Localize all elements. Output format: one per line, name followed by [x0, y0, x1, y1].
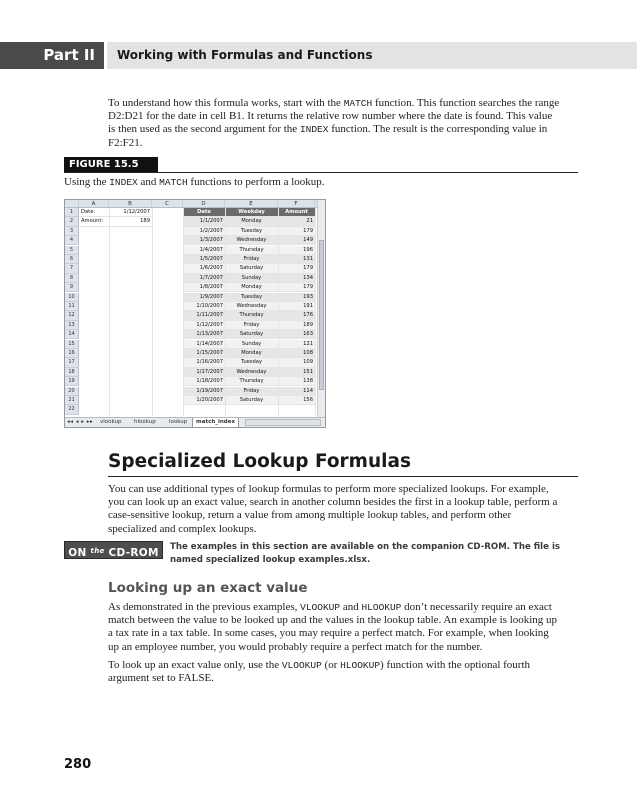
table-cell[interactable]: Friday — [225, 387, 278, 396]
gridline — [183, 208, 184, 416]
table-cell[interactable]: 193 — [278, 293, 315, 302]
table-cell[interactable]: Tuesday — [225, 227, 278, 236]
part-label: Part II — [0, 42, 104, 69]
spreadsheet-screenshot — [64, 199, 326, 428]
page-number: 280 — [64, 757, 92, 772]
table-cell[interactable]: Sunday — [225, 274, 278, 283]
cdrom-on: ON — [68, 547, 87, 559]
sheet-tab-vlookup[interactable]: vlookup — [100, 419, 122, 425]
table-cell[interactable]: 1/15/2007 — [183, 349, 225, 358]
table-cell[interactable]: Monday — [225, 217, 278, 226]
intro-paragraph: To understand how this formula works, start with the MATCH function. This function searches the range D2:D21 for the date in cell B1. It returns the relative row number where the date is found. This value is then used as the second argument for the INDEX function. The result is the corresponding value in F2:F21. — [108, 97, 560, 149]
row-header[interactable]: 22 — [65, 405, 79, 414]
row-header[interactable]: 16 — [65, 349, 79, 358]
table-cell[interactable]: 1/17/2007 — [183, 368, 225, 377]
table-cell[interactable]: Wednesday — [225, 368, 278, 377]
gridline — [109, 208, 110, 416]
table-cell[interactable]: 1/8/2007 — [183, 283, 225, 292]
table-cell[interactable]: 114 — [278, 387, 315, 396]
chapter-title: Working with Formulas and Functions — [117, 48, 373, 62]
table-cell[interactable]: Thursday — [225, 311, 278, 320]
table-header-cell[interactable]: Date — [183, 208, 225, 217]
column-header[interactable]: F — [278, 200, 315, 208]
table-cell[interactable]: 1/12/2007 — [183, 321, 225, 330]
table-cell[interactable]: 196 — [278, 246, 315, 255]
column-header[interactable]: E — [225, 200, 278, 208]
table-cell[interactable]: Wednesday — [225, 302, 278, 311]
row-header[interactable]: 3 — [65, 227, 79, 236]
table-cell[interactable]: 1/19/2007 — [183, 387, 225, 396]
table-header-cell[interactable]: Weekday — [225, 208, 278, 217]
table-cell[interactable]: 156 — [278, 396, 315, 405]
table-cell[interactable]: 1/20/2007 — [183, 396, 225, 405]
figure-caption: Using the INDEX and MATCH functions to perform a lookup. — [64, 176, 325, 188]
table-cell[interactable]: 1/4/2007 — [183, 246, 225, 255]
table-cell[interactable]: Monday — [225, 283, 278, 292]
table-cell[interactable]: 179 — [278, 283, 315, 292]
table-cell[interactable]: 1/13/2007 — [183, 330, 225, 339]
column-header[interactable]: D — [183, 200, 225, 208]
table-cell[interactable]: 1/5/2007 — [183, 255, 225, 264]
figure-rule — [64, 172, 578, 173]
table-cell[interactable]: 1/11/2007 — [183, 311, 225, 320]
sheet-tabs — [65, 417, 325, 427]
table-cell[interactable]: 109 — [278, 358, 315, 367]
gridline — [152, 208, 153, 416]
cell-b1[interactable]: 1/12/2007 — [109, 208, 152, 217]
table-cell[interactable]: Thursday — [225, 377, 278, 386]
cdrom-label: CD-ROM — [108, 547, 159, 559]
table-cell[interactable]: 179 — [278, 264, 315, 273]
scroll-thumb[interactable] — [319, 240, 324, 390]
cell-a1[interactable]: Date: — [79, 208, 109, 217]
table-cell[interactable]: Friday — [225, 321, 278, 330]
table-cell[interactable]: 1/6/2007 — [183, 264, 225, 273]
tab-navigation[interactable]: ◂◂ ◂ ▸ ▸▸ — [67, 419, 94, 425]
table-cell[interactable]: Sunday — [225, 340, 278, 349]
row-header[interactable]: 17 — [65, 358, 79, 367]
row-header[interactable]: 15 — [65, 340, 79, 349]
row-header[interactable]: 20 — [65, 387, 79, 396]
row-header[interactable]: 7 — [65, 264, 79, 273]
exact-value-paragraph: As demonstrated in the previous examples, VLOOKUP and HLOOKUP don’t necessarily require an exact match between the value to be looked up and the values in the lookup table. An example is looking up a tax rate in a tax table. In some cases, you may require a perfect match. For example, when looking up an employee number, you would probably require a perfect match for the number. — [108, 601, 558, 653]
table-cell[interactable]: 163 — [278, 330, 315, 339]
subsection-heading: Looking up an exact value — [108, 580, 308, 596]
table-cell[interactable]: 189 — [278, 321, 315, 330]
table-cell[interactable]: 179 — [278, 227, 315, 236]
row-header[interactable]: 4 — [65, 236, 79, 245]
row-header[interactable]: 12 — [65, 311, 79, 320]
exact-value-paragraph-2: To look up an exact value only, use the VLOOKUP (or HLOOKUP) function with the optional fourth argument set to FALSE. — [108, 659, 531, 685]
table-cell[interactable]: 1/18/2007 — [183, 377, 225, 386]
sheet-tab-match-index[interactable]: match_index — [192, 418, 239, 427]
table-cell[interactable]: Wednesday — [225, 236, 278, 245]
table-cell[interactable]: 176 — [278, 311, 315, 320]
sheet-tab-hlookup[interactable]: hlookup — [134, 419, 156, 425]
table-cell[interactable]: Friday — [225, 255, 278, 264]
row-header[interactable]: 13 — [65, 321, 79, 330]
table-cell[interactable]: 151 — [278, 368, 315, 377]
row-header[interactable]: 11 — [65, 302, 79, 311]
column-header[interactable]: B — [109, 200, 152, 208]
table-cell[interactable]: 21 — [278, 217, 315, 226]
cd-rom-note: The examples in this section are available on the companion CD-ROM. The file is named specialized lookup examples.xlsx. — [170, 542, 561, 565]
table-cell[interactable]: 1/14/2007 — [183, 340, 225, 349]
row-header[interactable]: 10 — [65, 293, 79, 302]
figure-label: FIGURE 15.5 — [64, 157, 158, 172]
table-cell[interactable]: Tuesday — [225, 358, 278, 367]
cd-rom-icon — [64, 541, 163, 559]
table-cell[interactable]: 134 — [278, 274, 315, 283]
row-header[interactable]: 21 — [65, 396, 79, 405]
row-header[interactable]: 18 — [65, 368, 79, 377]
table-cell[interactable]: 1/1/2007 — [183, 217, 225, 226]
table-cell[interactable]: 108 — [278, 349, 315, 358]
table-cell[interactable]: 1/7/2007 — [183, 274, 225, 283]
row-header[interactable]: 9 — [65, 283, 79, 292]
row-header[interactable]: 8 — [65, 274, 79, 283]
table-cell[interactable]: Thursday — [225, 246, 278, 255]
table-cell[interactable]: 131 — [278, 255, 315, 264]
table-cell[interactable]: 1/10/2007 — [183, 302, 225, 311]
row-header[interactable]: 1 — [65, 208, 79, 217]
table-cell[interactable]: Monday — [225, 349, 278, 358]
row-header[interactable]: 5 — [65, 246, 79, 255]
table-cell[interactable]: 121 — [278, 340, 315, 349]
vertical-scrollbar[interactable] — [317, 200, 325, 419]
cdrom-the: the — [90, 547, 105, 555]
table-cell[interactable]: 1/2/2007 — [183, 227, 225, 236]
cell-b2[interactable]: 189 — [109, 217, 152, 226]
table-cell[interactable]: 138 — [278, 377, 315, 386]
select-all-corner[interactable] — [65, 200, 79, 208]
table-cell[interactable]: Saturday — [225, 264, 278, 273]
section-rule — [108, 476, 578, 477]
section-paragraph: You can use additional types of lookup formulas to perform more specialized lookups. For example, you can look up an exact value, search in another column besides the first in a lookup table, perform a case-sensitive lookup, return a value from among multiple lookup tables, and perform other specialized and complex lookups. — [108, 483, 558, 535]
row-header[interactable]: 2 — [65, 217, 79, 226]
table-cell[interactable]: Tuesday — [225, 293, 278, 302]
table-header-cell[interactable]: Amount — [278, 208, 315, 217]
row-header[interactable]: 14 — [65, 330, 79, 339]
column-header[interactable]: A — [79, 200, 109, 208]
table-cell[interactable]: 1/3/2007 — [183, 236, 225, 245]
row-header[interactable]: 6 — [65, 255, 79, 264]
table-cell[interactable]: 1/9/2007 — [183, 293, 225, 302]
gridline — [315, 208, 316, 416]
running-header — [107, 42, 637, 69]
table-cell[interactable]: 191 — [278, 302, 315, 311]
gridline — [225, 208, 226, 416]
cell-a2[interactable]: Amount: — [79, 217, 109, 226]
table-cell[interactable]: 1/16/2007 — [183, 358, 225, 367]
sheet-tab-lookup[interactable]: lookup — [169, 419, 188, 425]
table-cell[interactable]: Saturday — [225, 330, 278, 339]
horizontal-scrollbar[interactable] — [245, 419, 321, 426]
row-header[interactable]: 19 — [65, 377, 79, 386]
section-heading: Specialized Lookup Formulas — [108, 451, 411, 472]
table-cell[interactable]: 149 — [278, 236, 315, 245]
gridline — [278, 208, 279, 416]
table-cell[interactable]: Saturday — [225, 396, 278, 405]
column-header[interactable]: C — [152, 200, 183, 208]
